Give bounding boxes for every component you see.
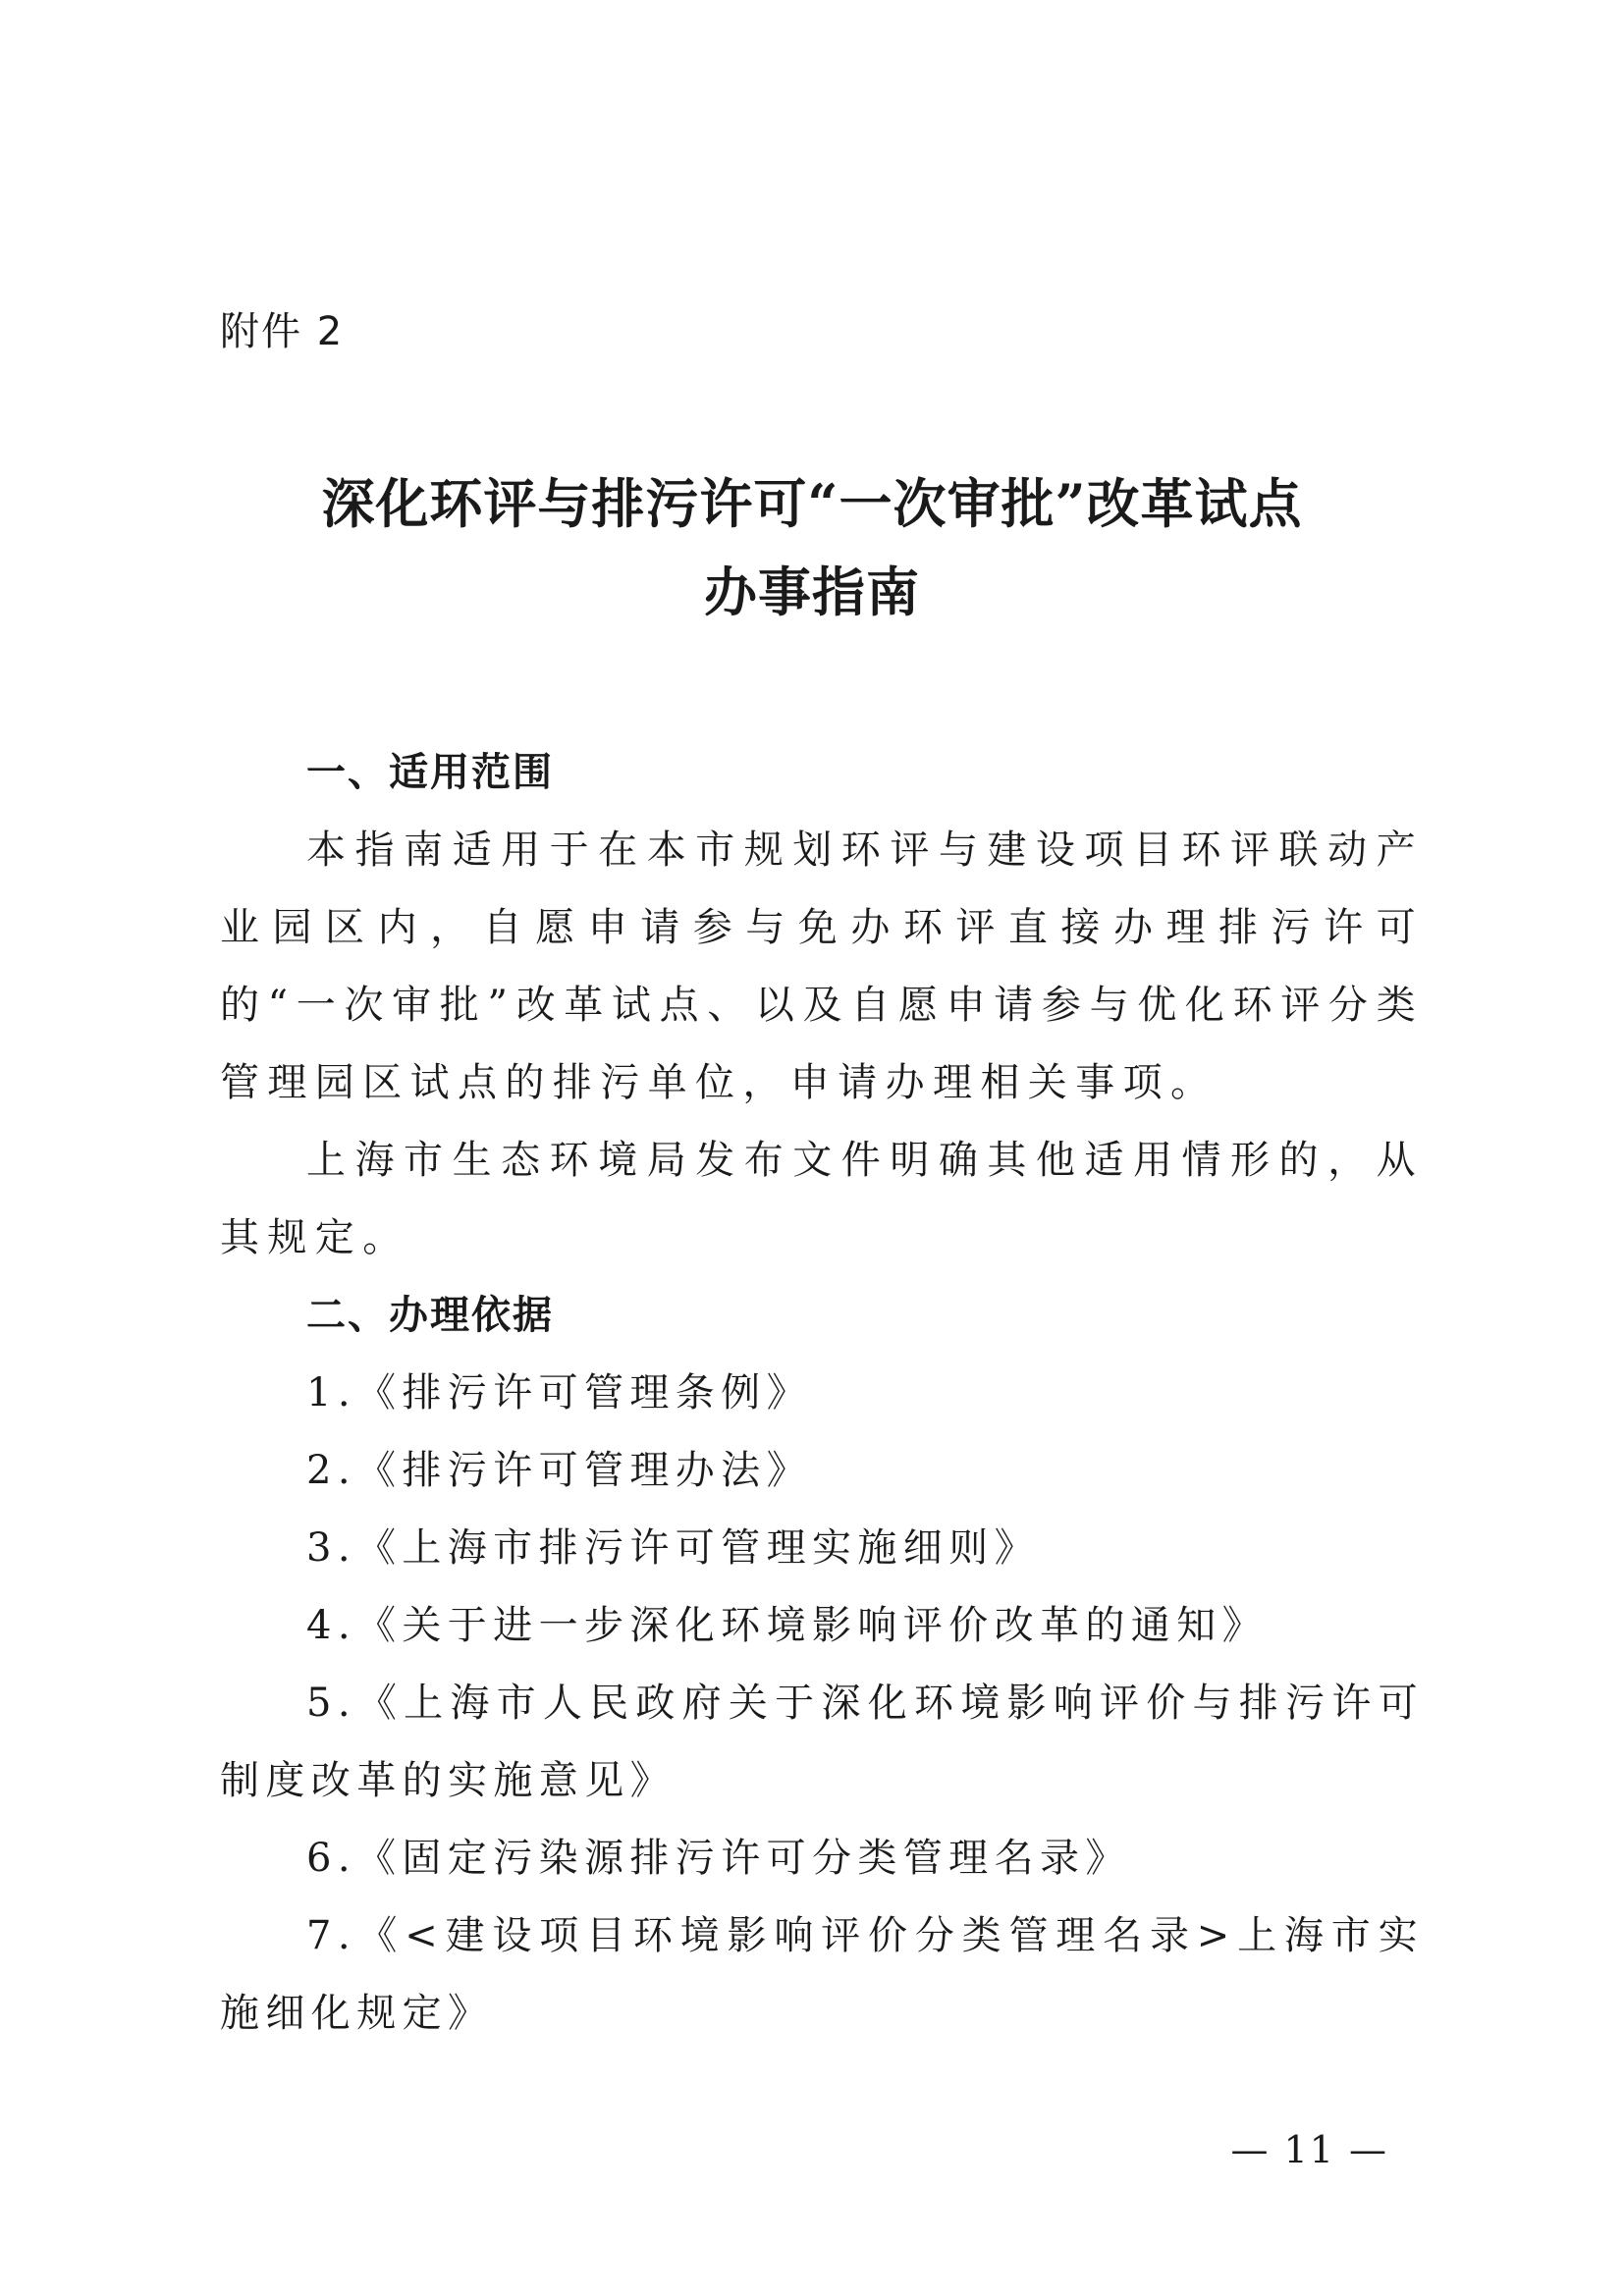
attachment-label: 附件 2 (220, 309, 345, 354)
document-title-line-1: 深化环评与排污许可“一次审批”改革试点 (321, 472, 1303, 535)
list-item: 2.《排污许可管理办法》 (306, 1448, 812, 1493)
section-heading: 二、办理依据 (306, 1293, 554, 1338)
page-number: — 11 — (1230, 2128, 1388, 2171)
list-item: 5.《上海市人民政府关于深化环境影响评价与排污许可制度改革的实施意见》 (220, 1681, 1424, 1803)
section-scope (220, 734, 1424, 1277)
list-item: 4.《关于进一步深化环境影响评价改革的通知》 (306, 1603, 1268, 1648)
list-item: 3.《上海市排污许可管理实施细则》 (306, 1525, 1040, 1571)
paragraph: 本指南适用于在本市规划环评与建设项目环评联动产业园区内，自愿申请参与免办环评直接办理排污许可的“一次审批”改革试点、以及自愿申请参与优化环评分类管理园区试点的排污单位，申请办理相关事项。 (220, 828, 1424, 1105)
list-item: 7.《<建设项目环境影响评价分类管理名录>上海市实施细化规定》 (220, 1913, 1424, 2036)
list-item: 6.《固定污染源排污许可分类管理名录》 (306, 1836, 1131, 1881)
document-title-line-2: 办事指南 (704, 561, 920, 623)
section-basis (220, 1277, 1424, 2053)
list-item: 1.《排污许可管理条例》 (306, 1370, 812, 1415)
paragraph: 上海市生态环境局发布文件明确其他适用情形的，从其规定。 (220, 1138, 1424, 1260)
section-heading: 一、适用范围 (306, 750, 554, 795)
